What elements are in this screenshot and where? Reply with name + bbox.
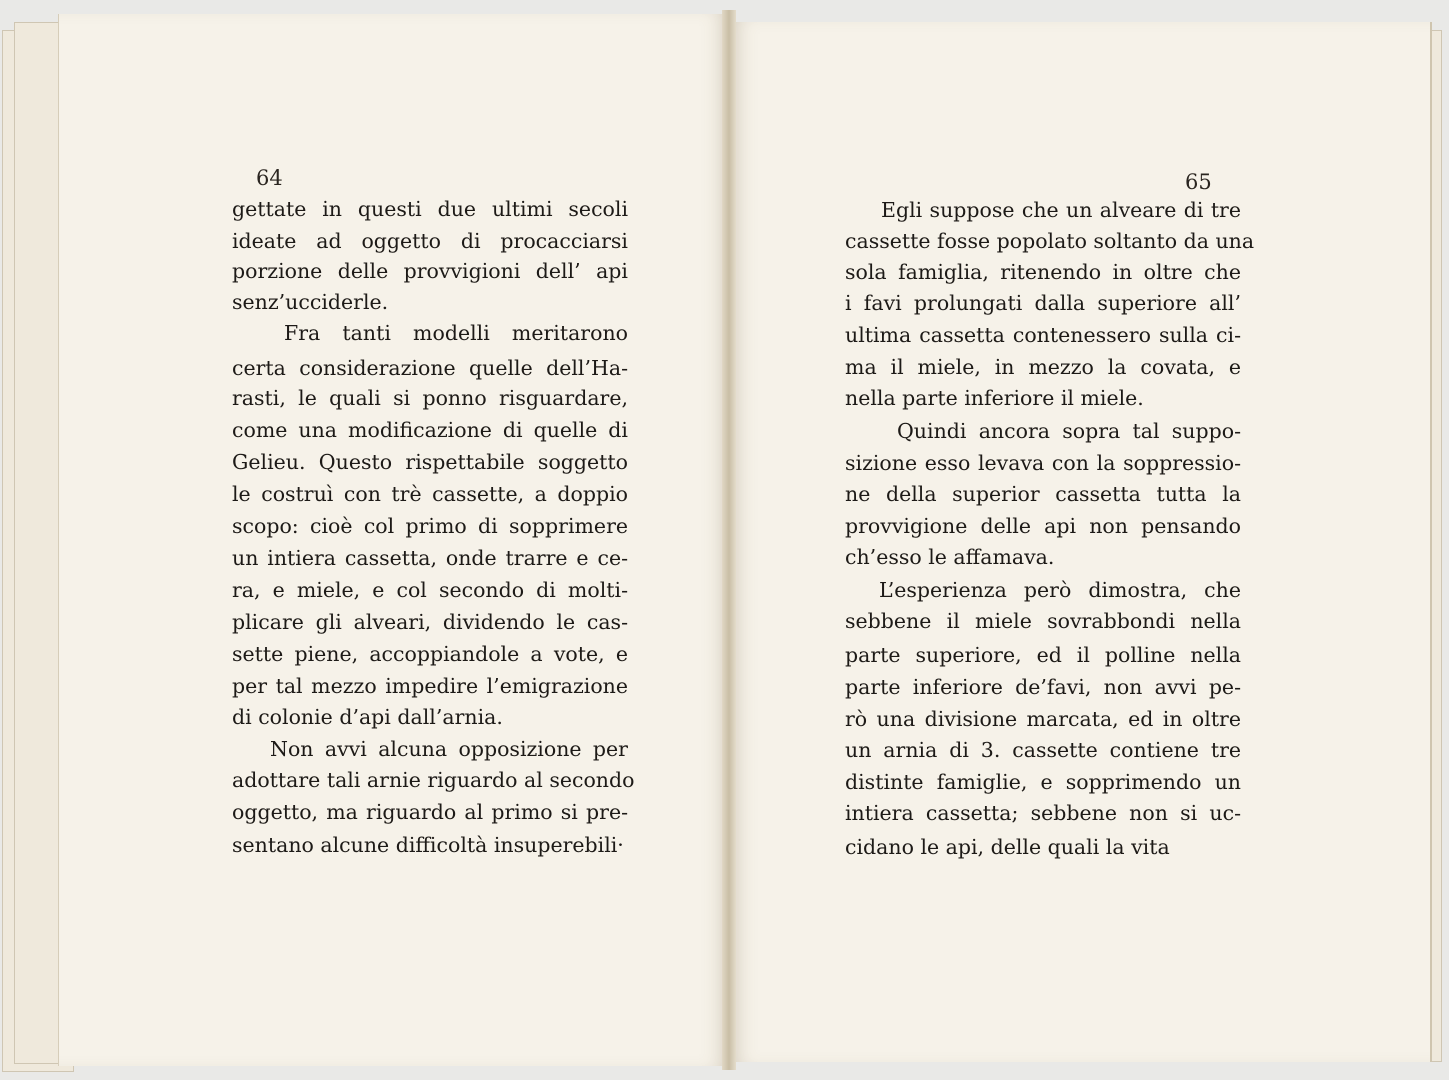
text-line: parte superiore, ed il polline nella: [845, 643, 1241, 667]
text-line: Egli suppose che un alveare di tre: [881, 198, 1241, 222]
text-line: provvigione delle api non pensando: [845, 514, 1241, 538]
text-line: ra, e miele, e col secondo di molti-: [232, 578, 628, 602]
text-line: ne della superior cassetta tutta la: [845, 482, 1241, 506]
text-line: intiera cassetta; sebbene non si uc-: [845, 801, 1241, 825]
right-page: [730, 22, 1432, 1062]
text-line: sizione esso levava con la soppressio-: [845, 451, 1241, 475]
text-line: sebbene il miele sovrabbondi nella: [845, 609, 1241, 633]
text-line: Non avvi alcuna opposizione per: [270, 737, 628, 761]
text-line: ideate ad oggetto di procacciarsi: [232, 229, 628, 253]
page-number-left: 64: [256, 166, 283, 190]
text-line: ma il miele, in mezzo la covata, e: [845, 355, 1241, 379]
text-line: gettate in questi due ultimi secoli: [232, 197, 628, 221]
text-line: Gelieu. Questo rispettabile soggetto: [232, 450, 628, 474]
text-line: sola famiglia, ritenendo in oltre che: [845, 260, 1241, 284]
text-line: certa considerazione quelle dell’Ha-: [232, 356, 628, 380]
text-line: distinte famiglie, e sopprimendo un: [845, 770, 1241, 794]
text-line: cidano le api, delle quali la vita: [845, 835, 1170, 859]
text-line: rasti, le quali si ponno risguardare,: [232, 386, 628, 410]
text-line: L’esperienza però dimostra, che: [879, 578, 1241, 602]
text-line: di colonie d’api dall’arnia.: [232, 705, 503, 729]
text-line: come una modificazione di quelle di: [232, 418, 628, 442]
page-number-right: 65: [1185, 170, 1212, 194]
left-page: [58, 14, 729, 1066]
text-line: i favi prolungati dalla superiore all’: [845, 291, 1241, 315]
text-line: adottare tali arnie riguardo al secondo: [232, 768, 635, 792]
text-line: parte inferiore de’favi, non avvi pe-: [845, 675, 1241, 699]
book-gutter: [722, 10, 736, 1070]
text-line: scopo: cioè col primo di sopprimere: [232, 514, 628, 538]
text-line: rò una divisione marcata, ed in oltre: [845, 707, 1241, 731]
text-line: Fra tanti modelli meritarono: [284, 321, 628, 345]
text-line: porzione delle provvigioni dell’ api: [232, 259, 628, 283]
text-line: oggetto, ma riguardo al primo si pre-: [232, 800, 628, 824]
text-line: nella parte inferiore il miele.: [845, 386, 1144, 410]
text-line: un intiera cassetta, onde trarre e ce-: [232, 546, 628, 570]
text-line: ch’esso le affamava.: [845, 545, 1055, 569]
text-line: cassette fosse popolato soltanto da una: [845, 229, 1255, 253]
text-line: le costruì con trè cassette, a doppio: [232, 482, 628, 506]
text-line: per tal mezzo impedire l’emigrazione: [232, 674, 628, 698]
text-line: ultima cassetta contenessero sulla ci-: [845, 323, 1241, 347]
text-line: sette piene, accoppiandole a vote, e: [232, 642, 628, 666]
text-line: senz’ucciderle.: [232, 290, 389, 314]
text-line: plicare gli alveari, dividendo le cas-: [232, 610, 628, 634]
text-line: Quindi ancora sopra tal suppo-: [897, 419, 1241, 443]
text-line: sentano alcune difficoltà insuperebili·: [232, 833, 624, 857]
text-line: un arnia di 3. cassette contiene tre: [845, 738, 1241, 762]
